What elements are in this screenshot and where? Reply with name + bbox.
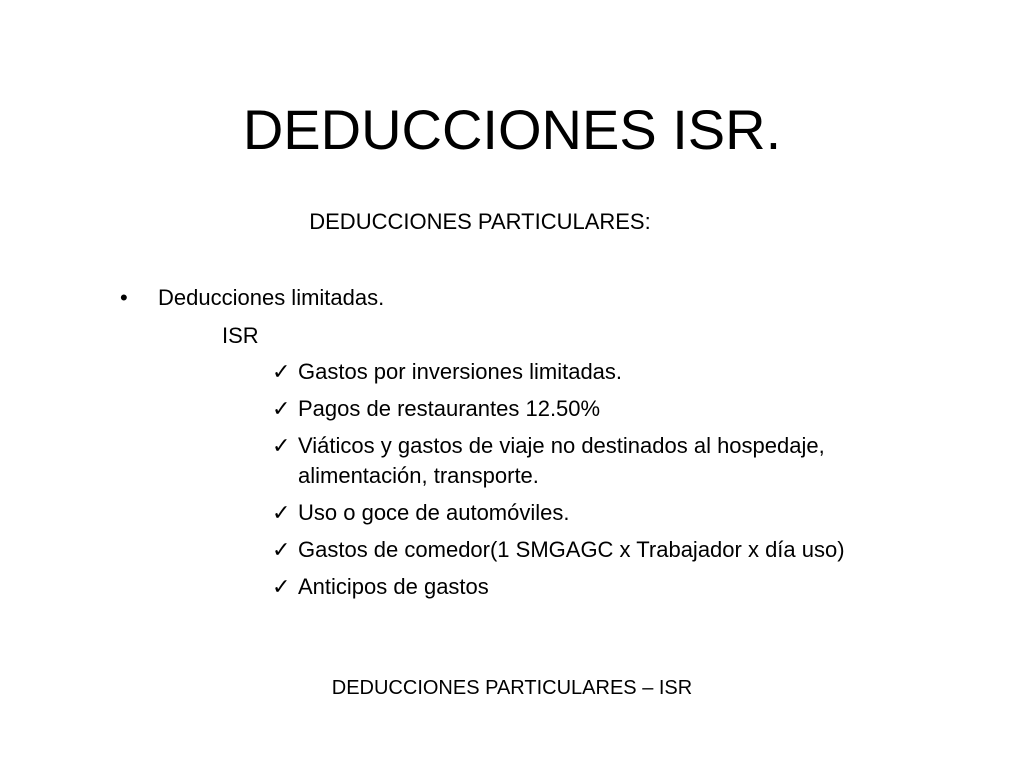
- checklist-item-text: Gastos de comedor(1 SMGAGC x Trabajador x día uso): [298, 537, 845, 562]
- slide-title: DEDUCCIONES ISR.: [242, 98, 782, 161]
- bullet-item: [120, 283, 384, 313]
- checkmark-icon: ✓: [272, 500, 291, 525]
- bullet-icon: •: [120, 285, 128, 310]
- bullet-text: Deducciones limitadas.: [158, 285, 385, 310]
- checklist-item-text: Anticipos de gastos: [298, 574, 489, 599]
- checklist-item: [272, 498, 912, 528]
- checklist-item: [272, 535, 912, 565]
- checkmark-icon: ✓: [272, 396, 291, 421]
- slide-subtitle: DEDUCCIONES PARTICULARES:: [309, 209, 651, 234]
- checklist-item-text: Uso o goce de automóviles.: [298, 500, 570, 525]
- checkmark-icon: ✓: [272, 574, 291, 599]
- checklist-item: [272, 394, 912, 424]
- checklist-item-text: Viáticos y gastos de viaje no destinados al hospedaje, alimentación, transporte.: [298, 433, 825, 488]
- checklist-item-text: Pagos de restaurantes 12.50%: [298, 396, 601, 421]
- checkmark-icon: ✓: [272, 433, 291, 458]
- checkmark-icon: ✓: [272, 537, 291, 562]
- checklist-item: [272, 572, 912, 602]
- sub-label: ISR: [222, 323, 259, 348]
- slide-footer: DEDUCCIONES PARTICULARES – ISR: [331, 677, 693, 699]
- checklist-item: [272, 357, 912, 387]
- checklist-item-text: Gastos por inversiones limitadas.: [298, 359, 623, 384]
- checklist-item: [272, 431, 912, 491]
- checklist: [272, 357, 912, 609]
- checkmark-icon: ✓: [272, 359, 291, 384]
